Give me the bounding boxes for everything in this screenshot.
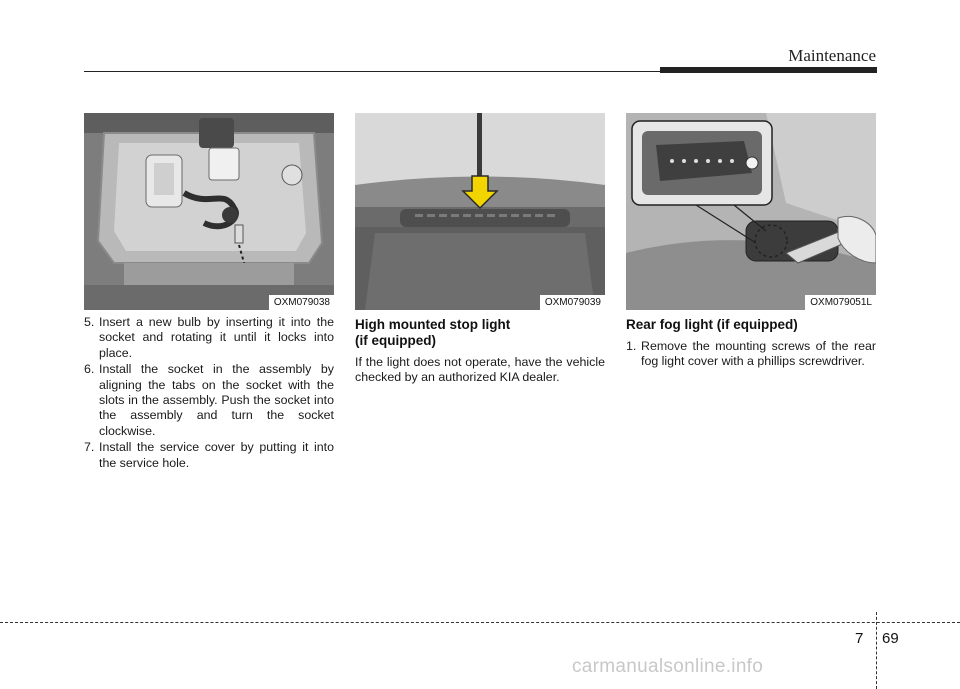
watermark: carmanualsonline.info — [572, 656, 764, 677]
step-number: 6. — [84, 362, 95, 377]
step-text: Insert a new bulb by inserting it into the socket and rotating it until it locks into place. — [99, 315, 334, 360]
header-bar — [660, 67, 877, 73]
figure-high-mounted-stop-light — [355, 113, 605, 310]
middle-column — [355, 315, 605, 386]
page-number: 69 — [882, 630, 899, 647]
header-rule — [84, 71, 660, 72]
step-text: Install the socket in the assembly by aligning the tabs on the socket with the slots in the assembly. Push the socket into the assembly and turn the socket clockwise. — [99, 362, 334, 438]
step-number: 7. — [84, 440, 95, 455]
list-item — [84, 440, 334, 471]
steps-list — [626, 339, 876, 370]
list-item — [84, 362, 334, 439]
bulb-socket-illustration — [84, 113, 334, 310]
stop-light-illustration — [355, 113, 605, 310]
step-text: Install the service cover by putting it into the service hole. — [99, 440, 334, 470]
left-column — [84, 315, 334, 472]
footer-divider — [876, 612, 877, 689]
list-item — [84, 315, 334, 361]
section-heading-line1: High mounted stop light — [355, 317, 511, 332]
step-text: Remove the mounting screws of the rear fog light cover with a phillips screwdriver. — [641, 339, 876, 369]
chapter-number: 7 — [855, 630, 864, 647]
section-heading: Rear fog light (if equipped) — [626, 317, 798, 332]
header-title: Maintenance — [788, 46, 876, 65]
step-number: 1. — [626, 339, 637, 353]
figure-bulb-socket — [84, 113, 334, 310]
right-column — [626, 315, 876, 371]
figure-code: OXM079039 — [540, 295, 605, 310]
steps-list — [84, 315, 334, 471]
figure-code: OXM079038 — [269, 295, 334, 310]
section-body: If the light does not operate, have the vehicle checked by an authorized KIA dealer. — [355, 355, 605, 385]
list-item — [626, 339, 876, 370]
fog-light-illustration — [626, 113, 876, 310]
step-number: 5. — [84, 315, 95, 329]
footer-rule — [0, 622, 960, 623]
figure-rear-fog-light — [626, 113, 876, 310]
figure-code: OXM079051L — [805, 295, 876, 310]
section-heading — [355, 317, 605, 349]
section-heading-line2: (if equipped) — [355, 333, 436, 348]
